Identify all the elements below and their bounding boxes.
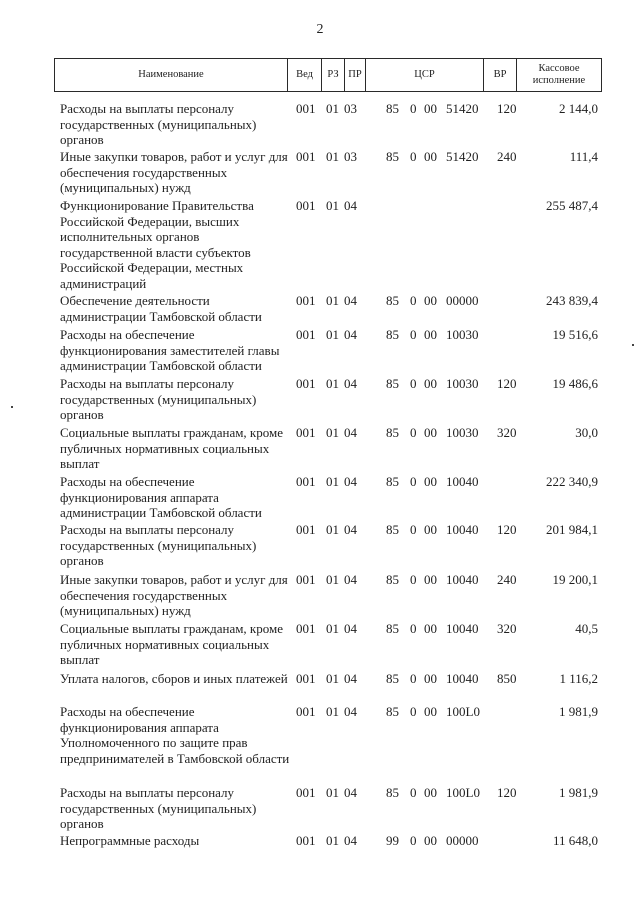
csr-part-4: 10040 — [446, 522, 479, 537]
rz-cell: 01 — [326, 522, 339, 537]
csr-part-2: 0 — [410, 376, 417, 391]
vr-cell: 850 — [497, 671, 517, 686]
ved-cell: 001 — [296, 327, 316, 342]
pr-cell: 04 — [344, 621, 357, 636]
row-name: Функционирование Правительства Российской Федерации, высших исполнительных органов государственной власти субъектов Российской Федерации, местных администраций — [60, 198, 254, 291]
csr-part-4: 10040 — [446, 621, 479, 636]
csr-part-3: 00 — [424, 671, 437, 686]
csr-part-3: 00 — [424, 785, 437, 800]
amount-cell: 243 839,4 — [546, 293, 598, 308]
csr-part-3: 00 — [424, 572, 437, 587]
header-pr: ПР — [345, 59, 366, 91]
ved-cell: 001 — [296, 785, 316, 800]
csr-part-2: 0 — [410, 833, 417, 848]
csr-part-3: 00 — [424, 425, 437, 440]
pr-cell: 04 — [344, 327, 357, 342]
csr-part-4: 51420 — [446, 149, 479, 164]
ved-cell: 001 — [296, 704, 316, 719]
amount-cell: 255 487,4 — [546, 198, 598, 213]
rz-cell: 01 — [326, 572, 339, 587]
pr-cell: 04 — [344, 671, 357, 686]
csr-part-3: 00 — [424, 327, 437, 342]
row-name: Расходы на выплаты персоналу государственных (муниципальных) органов — [60, 376, 257, 422]
csr-part-4: 100L0 — [446, 704, 480, 719]
ved-cell: 001 — [296, 671, 316, 686]
ved-cell: 001 — [296, 293, 316, 308]
header-csr: ЦСР — [366, 59, 484, 91]
rz-cell: 01 — [326, 376, 339, 391]
header-ved: Вед — [288, 59, 322, 91]
pr-cell: 04 — [344, 704, 357, 719]
table-header — [54, 58, 602, 92]
header-name: Наименование — [55, 59, 288, 91]
csr-part-2: 0 — [410, 425, 417, 440]
header-amount: Кассовое исполнение — [532, 62, 586, 86]
csr-part-3: 00 — [424, 293, 437, 308]
pr-cell: 04 — [344, 198, 357, 213]
csr-part-2: 0 — [410, 327, 417, 342]
ved-cell: 001 — [296, 376, 316, 391]
csr-part-4: 10040 — [446, 671, 479, 686]
csr-part-2: 0 — [410, 785, 417, 800]
vr-cell: 320 — [497, 621, 517, 636]
csr-part-4: 51420 — [446, 101, 479, 116]
rz-cell: 01 — [326, 101, 339, 116]
csr-part-2: 0 — [410, 101, 417, 116]
csr-part-4: 100L0 — [446, 785, 480, 800]
amount-cell: 30,0 — [575, 425, 598, 440]
row-name: Расходы на обеспечение функционирования аппарата Уполномоченного по защите прав предпринимателей в Тамбовской области — [60, 704, 290, 766]
csr-part-2: 0 — [410, 474, 417, 489]
row-name: Расходы на выплаты персоналу государственных (муниципальных) органов — [60, 785, 257, 831]
amount-cell: 1 981,9 — [559, 785, 598, 800]
pr-cell: 03 — [344, 101, 357, 116]
csr-part-2: 0 — [410, 671, 417, 686]
amount-cell: 19 486,6 — [552, 376, 598, 391]
vr-cell: 120 — [497, 522, 517, 537]
scan-speck — [11, 406, 13, 408]
pr-cell: 04 — [344, 572, 357, 587]
rz-cell: 01 — [326, 327, 339, 342]
csr-part-1: 85 — [386, 785, 399, 800]
csr-part-1: 85 — [386, 572, 399, 587]
amount-cell: 40,5 — [575, 621, 598, 636]
ved-cell: 001 — [296, 833, 316, 848]
csr-part-2: 0 — [410, 522, 417, 537]
vr-cell: 240 — [497, 149, 517, 164]
csr-part-3: 00 — [424, 704, 437, 719]
amount-cell: 1 116,2 — [559, 671, 598, 686]
ved-cell: 001 — [296, 425, 316, 440]
row-name: Иные закупки товаров, работ и услуг для обеспечения государственных (муниципальных) нужд — [60, 149, 288, 195]
vr-cell: 240 — [497, 572, 517, 587]
csr-part-3: 00 — [424, 522, 437, 537]
amount-cell: 111,4 — [569, 149, 598, 164]
csr-part-1: 85 — [386, 522, 399, 537]
csr-part-3: 00 — [424, 101, 437, 116]
pr-cell: 04 — [344, 785, 357, 800]
rz-cell: 01 — [326, 671, 339, 686]
csr-part-1: 99 — [386, 833, 399, 848]
ved-cell: 001 — [296, 522, 316, 537]
row-name: Расходы на обеспечение функционирования заместителей главы администрации Тамбовской области — [60, 327, 280, 373]
rz-cell: 01 — [326, 833, 339, 848]
row-name: Социальные выплаты гражданам, кроме публичных нормативных социальных выплат — [60, 425, 283, 471]
csr-part-4: 10030 — [446, 327, 479, 342]
csr-part-1: 85 — [386, 327, 399, 342]
pr-cell: 04 — [344, 293, 357, 308]
scan-speck — [632, 344, 634, 346]
csr-part-3: 00 — [424, 833, 437, 848]
pr-cell: 04 — [344, 376, 357, 391]
row-name: Расходы на обеспечение функционирования аппарата администрации Тамбовской области — [60, 474, 262, 520]
csr-part-3: 00 — [424, 621, 437, 636]
rz-cell: 01 — [326, 474, 339, 489]
amount-cell: 2 144,0 — [559, 101, 598, 116]
csr-part-3: 00 — [424, 376, 437, 391]
csr-part-3: 00 — [424, 149, 437, 164]
ved-cell: 001 — [296, 101, 316, 116]
csr-part-2: 0 — [410, 704, 417, 719]
rz-cell: 01 — [326, 704, 339, 719]
ved-cell: 001 — [296, 149, 316, 164]
csr-part-1: 85 — [386, 704, 399, 719]
row-name: Непрограммные расходы — [60, 833, 200, 848]
header-vr: ВР — [484, 59, 517, 91]
rz-cell: 01 — [326, 425, 339, 440]
csr-part-4: 00000 — [446, 833, 479, 848]
row-name: Обеспечение деятельности администрации Тамбовской области — [60, 293, 262, 324]
rz-cell: 01 — [326, 198, 339, 213]
rz-cell: 01 — [326, 621, 339, 636]
csr-part-1: 85 — [386, 101, 399, 116]
row-name: Иные закупки товаров, работ и услуг для обеспечения государственных (муниципальных) нужд — [60, 572, 288, 618]
csr-part-3: 00 — [424, 474, 437, 489]
pr-cell: 04 — [344, 474, 357, 489]
row-name: Расходы на выплаты персоналу государственных (муниципальных) органов — [60, 522, 257, 568]
csr-part-4: 00000 — [446, 293, 479, 308]
amount-cell: 19 200,1 — [552, 572, 598, 587]
rz-cell: 01 — [326, 149, 339, 164]
pr-cell: 04 — [344, 833, 357, 848]
csr-part-2: 0 — [410, 293, 417, 308]
csr-part-1: 85 — [386, 376, 399, 391]
header-rz: РЗ — [322, 59, 345, 91]
csr-part-1: 85 — [386, 293, 399, 308]
ved-cell: 001 — [296, 572, 316, 587]
csr-part-2: 0 — [410, 621, 417, 636]
vr-cell: 120 — [497, 101, 517, 116]
vr-cell: 120 — [497, 785, 517, 800]
csr-part-4: 10030 — [446, 425, 479, 440]
amount-cell: 201 984,1 — [546, 522, 598, 537]
csr-part-4: 10040 — [446, 572, 479, 587]
vr-cell: 320 — [497, 425, 517, 440]
pr-cell: 04 — [344, 425, 357, 440]
csr-part-2: 0 — [410, 149, 417, 164]
row-name: Расходы на выплаты персоналу государственных (муниципальных) органов — [60, 101, 257, 147]
rz-cell: 01 — [326, 293, 339, 308]
csr-part-1: 85 — [386, 671, 399, 686]
ved-cell: 001 — [296, 621, 316, 636]
amount-cell: 222 340,9 — [546, 474, 598, 489]
csr-part-1: 85 — [386, 621, 399, 636]
pr-cell: 03 — [344, 149, 357, 164]
amount-cell: 1 981,9 — [559, 704, 598, 719]
csr-part-1: 85 — [386, 474, 399, 489]
pr-cell: 04 — [344, 522, 357, 537]
amount-cell: 11 648,0 — [552, 833, 598, 848]
row-name: Социальные выплаты гражданам, кроме публичных нормативных социальных выплат — [60, 621, 283, 667]
vr-cell: 120 — [497, 376, 517, 391]
csr-part-4: 10030 — [446, 376, 479, 391]
csr-part-1: 85 — [386, 425, 399, 440]
page-number: 2 — [316, 22, 324, 37]
row-name: Уплата налогов, сборов и иных платежей — [60, 671, 288, 686]
csr-part-1: 85 — [386, 149, 399, 164]
rz-cell: 01 — [326, 785, 339, 800]
ved-cell: 001 — [296, 198, 316, 213]
amount-cell: 19 516,6 — [552, 327, 598, 342]
csr-part-2: 0 — [410, 572, 417, 587]
ved-cell: 001 — [296, 474, 316, 489]
csr-part-4: 10040 — [446, 474, 479, 489]
